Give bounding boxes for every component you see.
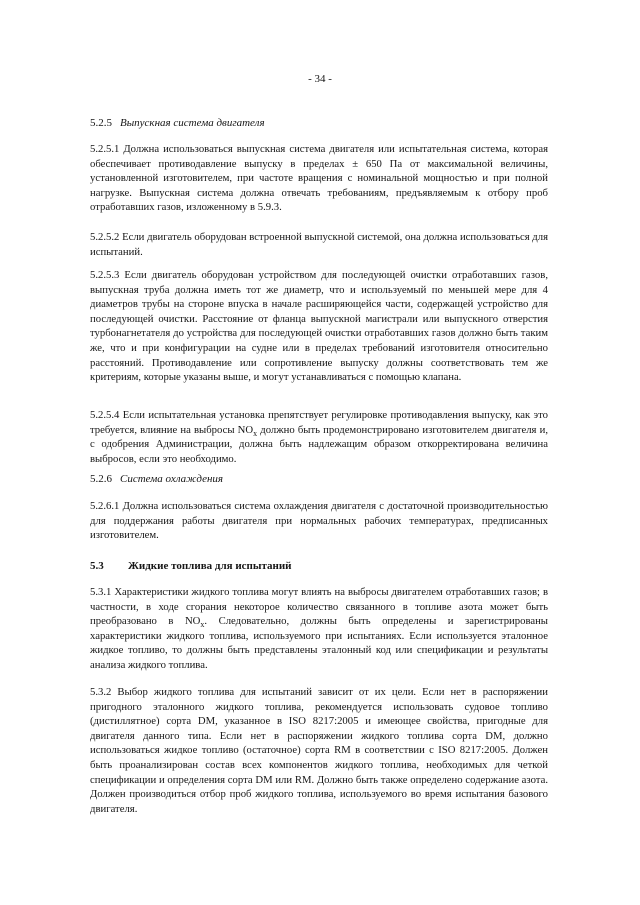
paragraph-text: должно быть продемонстрировано изготовителем двигателя и, с одобрения Администрации, должна быть надлежащим образом откорректирована величина выбросов, если это необходимо. <box>90 423 548 465</box>
paragraph-5-3-2: 5.3.2 Выбор жидкого топлива для испытаний зависит от их цели. Если нет в распоряжении пригодного эталонного жидкого топлива, рекомендуется использовать судовое топливо (дистиллятное) сорта DM, указанное в ISO 8217:2005 и имеющее свойства, пригодные для двигателя данного типа. Если нет в распоряжении жидкого топлива сорта DM, должно использоваться жидкое топливо (остаточное) сорта RM в соответствии с ISO 8217:2005. Должен быть проанализирован состав всех компонентов жидкого топлива, необходимых для четкой спецификации и определения сорта DM или RM. Должно быть также определено содержание азота. Должен производиться отбор проб жидкого топлива, используемого во время испытания базового двигателя. <box>90 686 548 815</box>
section-heading-5-2-6 <box>90 473 223 485</box>
section-heading-5-2-5 <box>90 117 265 129</box>
paragraph-5-2-5-4 <box>90 408 548 466</box>
paragraph-text: 5.2.5.4 Если испытательная установка препятствует регулировке противодавления выпуску, как это требуется, влияние на выбросы NO <box>90 409 548 436</box>
section-heading-5-3 <box>90 560 292 572</box>
section-title: Система охлаждения <box>120 473 224 485</box>
subscript: x <box>253 428 258 438</box>
section-number: 5.3 <box>90 560 104 572</box>
subscript: x <box>200 620 205 630</box>
paragraph-5-2-6-1: 5.2.6.1 Должна использоваться система охлаждения двигателя с достаточной производительностью для поддержания работы двигателя при нормальных рабочих температурах, предписанных изготовителем. <box>90 500 548 542</box>
section-number: 5.2.5 <box>90 117 112 129</box>
section-number: 5.2.6 <box>90 473 112 485</box>
section-title: Выпускная система двигателя <box>120 117 265 129</box>
paragraph-5-3-1 <box>90 585 548 673</box>
paragraph-5-2-5-3: 5.2.5.3 Если двигатель оборудован устройством для последующей очистки отработавших газов, выпускная труба должна иметь тот же диаметр, что и используемый по меньшей мере для 4 диаметров трубы на стороне впуска в начале расширяющейся части, содержащей устройство для последующей очистки. Расстояние от фланца выпускной магистрали или выпускного отверстия турбонагнетателя до устройства для последующей очистки отработавших газов должно быть таким же, что и при конфигурации на судне или в пределах требований изготовителя относительно расстояний. Противодавление или сопротивление выпуску должны соответствовать тем же критериям, которые указаны выше, и могут устанавливаться с помощью клапана. <box>90 269 548 384</box>
paragraph-text: . Следовательно, должны быть определены и зарегистрированы характеристики жидкого топлива, используемого при испытаниях. Если используется эталонное жидкое топливо, то должны быть представлены эталонный код или спецификации и результаты анализа жидкого топлива. <box>90 615 548 671</box>
paragraph-text: 5.3.1 Характеристики жидкого топлива могут влиять на выбросы двигателем отработавших газов; в частности, в ходе сгорания некоторое количество связанного в топливе азота может быть преобразовано в NO <box>90 586 548 628</box>
paragraph-5-2-5-2: 5.2.5.2 Если двигатель оборудован встроенной выпускной системой, она должна использоваться для испытаний. <box>90 231 548 258</box>
page-number: - 34 - <box>308 73 332 85</box>
paragraph-5-2-5-1: 5.2.5.1 Должна использоваться выпускная система двигателя или испытательная система, которая обеспечивает противодавление выпуску в пределах ± 650 Па от максимальной величины, установленной изготовителем, при частоте вращения с номинальной мощностью и при полной нагрузке. Выпускная система должна отвечать требованиям, предъявляемым к отбору проб отработавших газов, изложенному в 5.9.3. <box>90 143 548 214</box>
section-title: Жидкие топлива для испытаний <box>128 560 292 572</box>
